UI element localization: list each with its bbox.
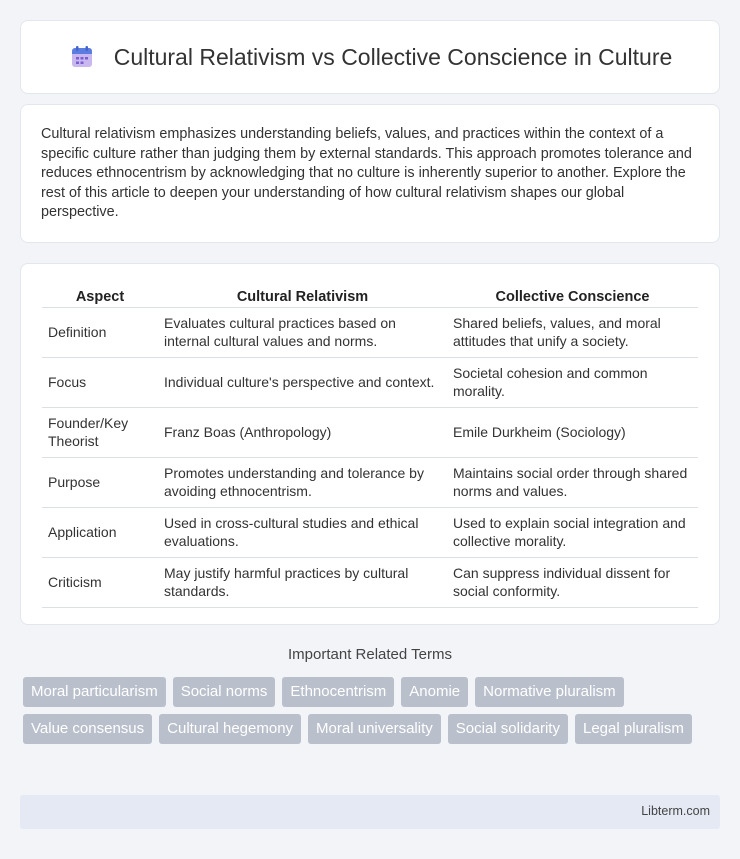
table-cell: Focus	[42, 358, 158, 408]
related-terms-title: Important Related Terms	[288, 646, 452, 663]
table-cell: Shared beliefs, values, and moral attitudes that unify a society.	[447, 308, 698, 358]
intro-card	[20, 104, 720, 243]
footer-site-link[interactable]: Libterm.com	[641, 804, 710, 818]
table-cell: Application	[42, 508, 158, 558]
header-cultural-relativism: Cultural Relativism	[158, 284, 447, 308]
table-cell: Founder/Key Theorist	[42, 408, 158, 458]
table-cell: Used in cross-cultural studies and ethical evaluations.	[158, 508, 447, 558]
tag-legal-pluralism[interactable]: Legal pluralism	[575, 714, 692, 744]
tag-moral-universality[interactable]: Moral universality	[308, 714, 441, 744]
table-card	[20, 263, 720, 625]
page-title: Cultural Relativism vs Collective Conscience in Culture	[113, 43, 673, 70]
related-terms-tags	[23, 677, 723, 744]
table-cell: Individual culture's perspective and context.	[158, 358, 447, 408]
tag-normative-pluralism[interactable]: Normative pluralism	[475, 677, 624, 707]
tag-moral-particularism[interactable]: Moral particularism	[23, 677, 166, 707]
table-row	[42, 408, 698, 458]
table-cell: Maintains social order through shared norms and values.	[447, 458, 698, 508]
table-cell: Societal cohesion and common morality.	[447, 358, 698, 408]
header-collective-conscience: Collective Conscience	[447, 284, 698, 308]
table-cell: Franz Boas (Anthropology)	[158, 408, 447, 458]
table-row	[42, 358, 698, 408]
table-cell: May justify harmful practices by cultural standards.	[158, 558, 447, 608]
title-wrap	[68, 43, 673, 71]
intro-text: Cultural relativism emphasizes understanding beliefs, values, and practices within the context of a specific culture rather than judging them by external standards. This approach promotes tolerance and reduces ethnocentrism by acknowledging that no culture is inherently superior to another. Explore the rest of this article to deepen your understanding of how cultural relativism shapes our global perspective.	[41, 126, 692, 220]
table-cell: Purpose	[42, 458, 158, 508]
table-cell: Used to explain social integration and collective morality.	[447, 508, 698, 558]
table-cell: Promotes understanding and tolerance by avoiding ethnocentrism.	[158, 458, 447, 508]
table-cell: Criticism	[42, 558, 158, 608]
table-cell: Definition	[42, 308, 158, 358]
tag-value-consensus[interactable]: Value consensus	[23, 714, 152, 744]
tag-social-solidarity[interactable]: Social solidarity	[448, 714, 568, 744]
table-header-row	[42, 284, 698, 308]
table-row	[42, 458, 698, 508]
table-cell: Evaluates cultural practices based on internal cultural values and norms.	[158, 308, 447, 358]
comparison-table	[42, 284, 698, 608]
table-row	[42, 508, 698, 558]
tag-anomie[interactable]: Anomie	[401, 677, 468, 707]
tag-social-norms[interactable]: Social norms	[173, 677, 276, 707]
table-cell: Can suppress individual dissent for social conformity.	[447, 558, 698, 608]
header-card	[20, 20, 720, 94]
header-aspect: Aspect	[42, 284, 158, 308]
table-cell: Emile Durkheim (Sociology)	[447, 408, 698, 458]
document-icon	[68, 43, 96, 71]
table-row	[42, 558, 698, 608]
tag-ethnocentrism[interactable]: Ethnocentrism	[282, 677, 394, 707]
footer	[20, 795, 720, 829]
table-row	[42, 308, 698, 358]
tag-cultural-hegemony[interactable]: Cultural hegemony	[159, 714, 301, 744]
